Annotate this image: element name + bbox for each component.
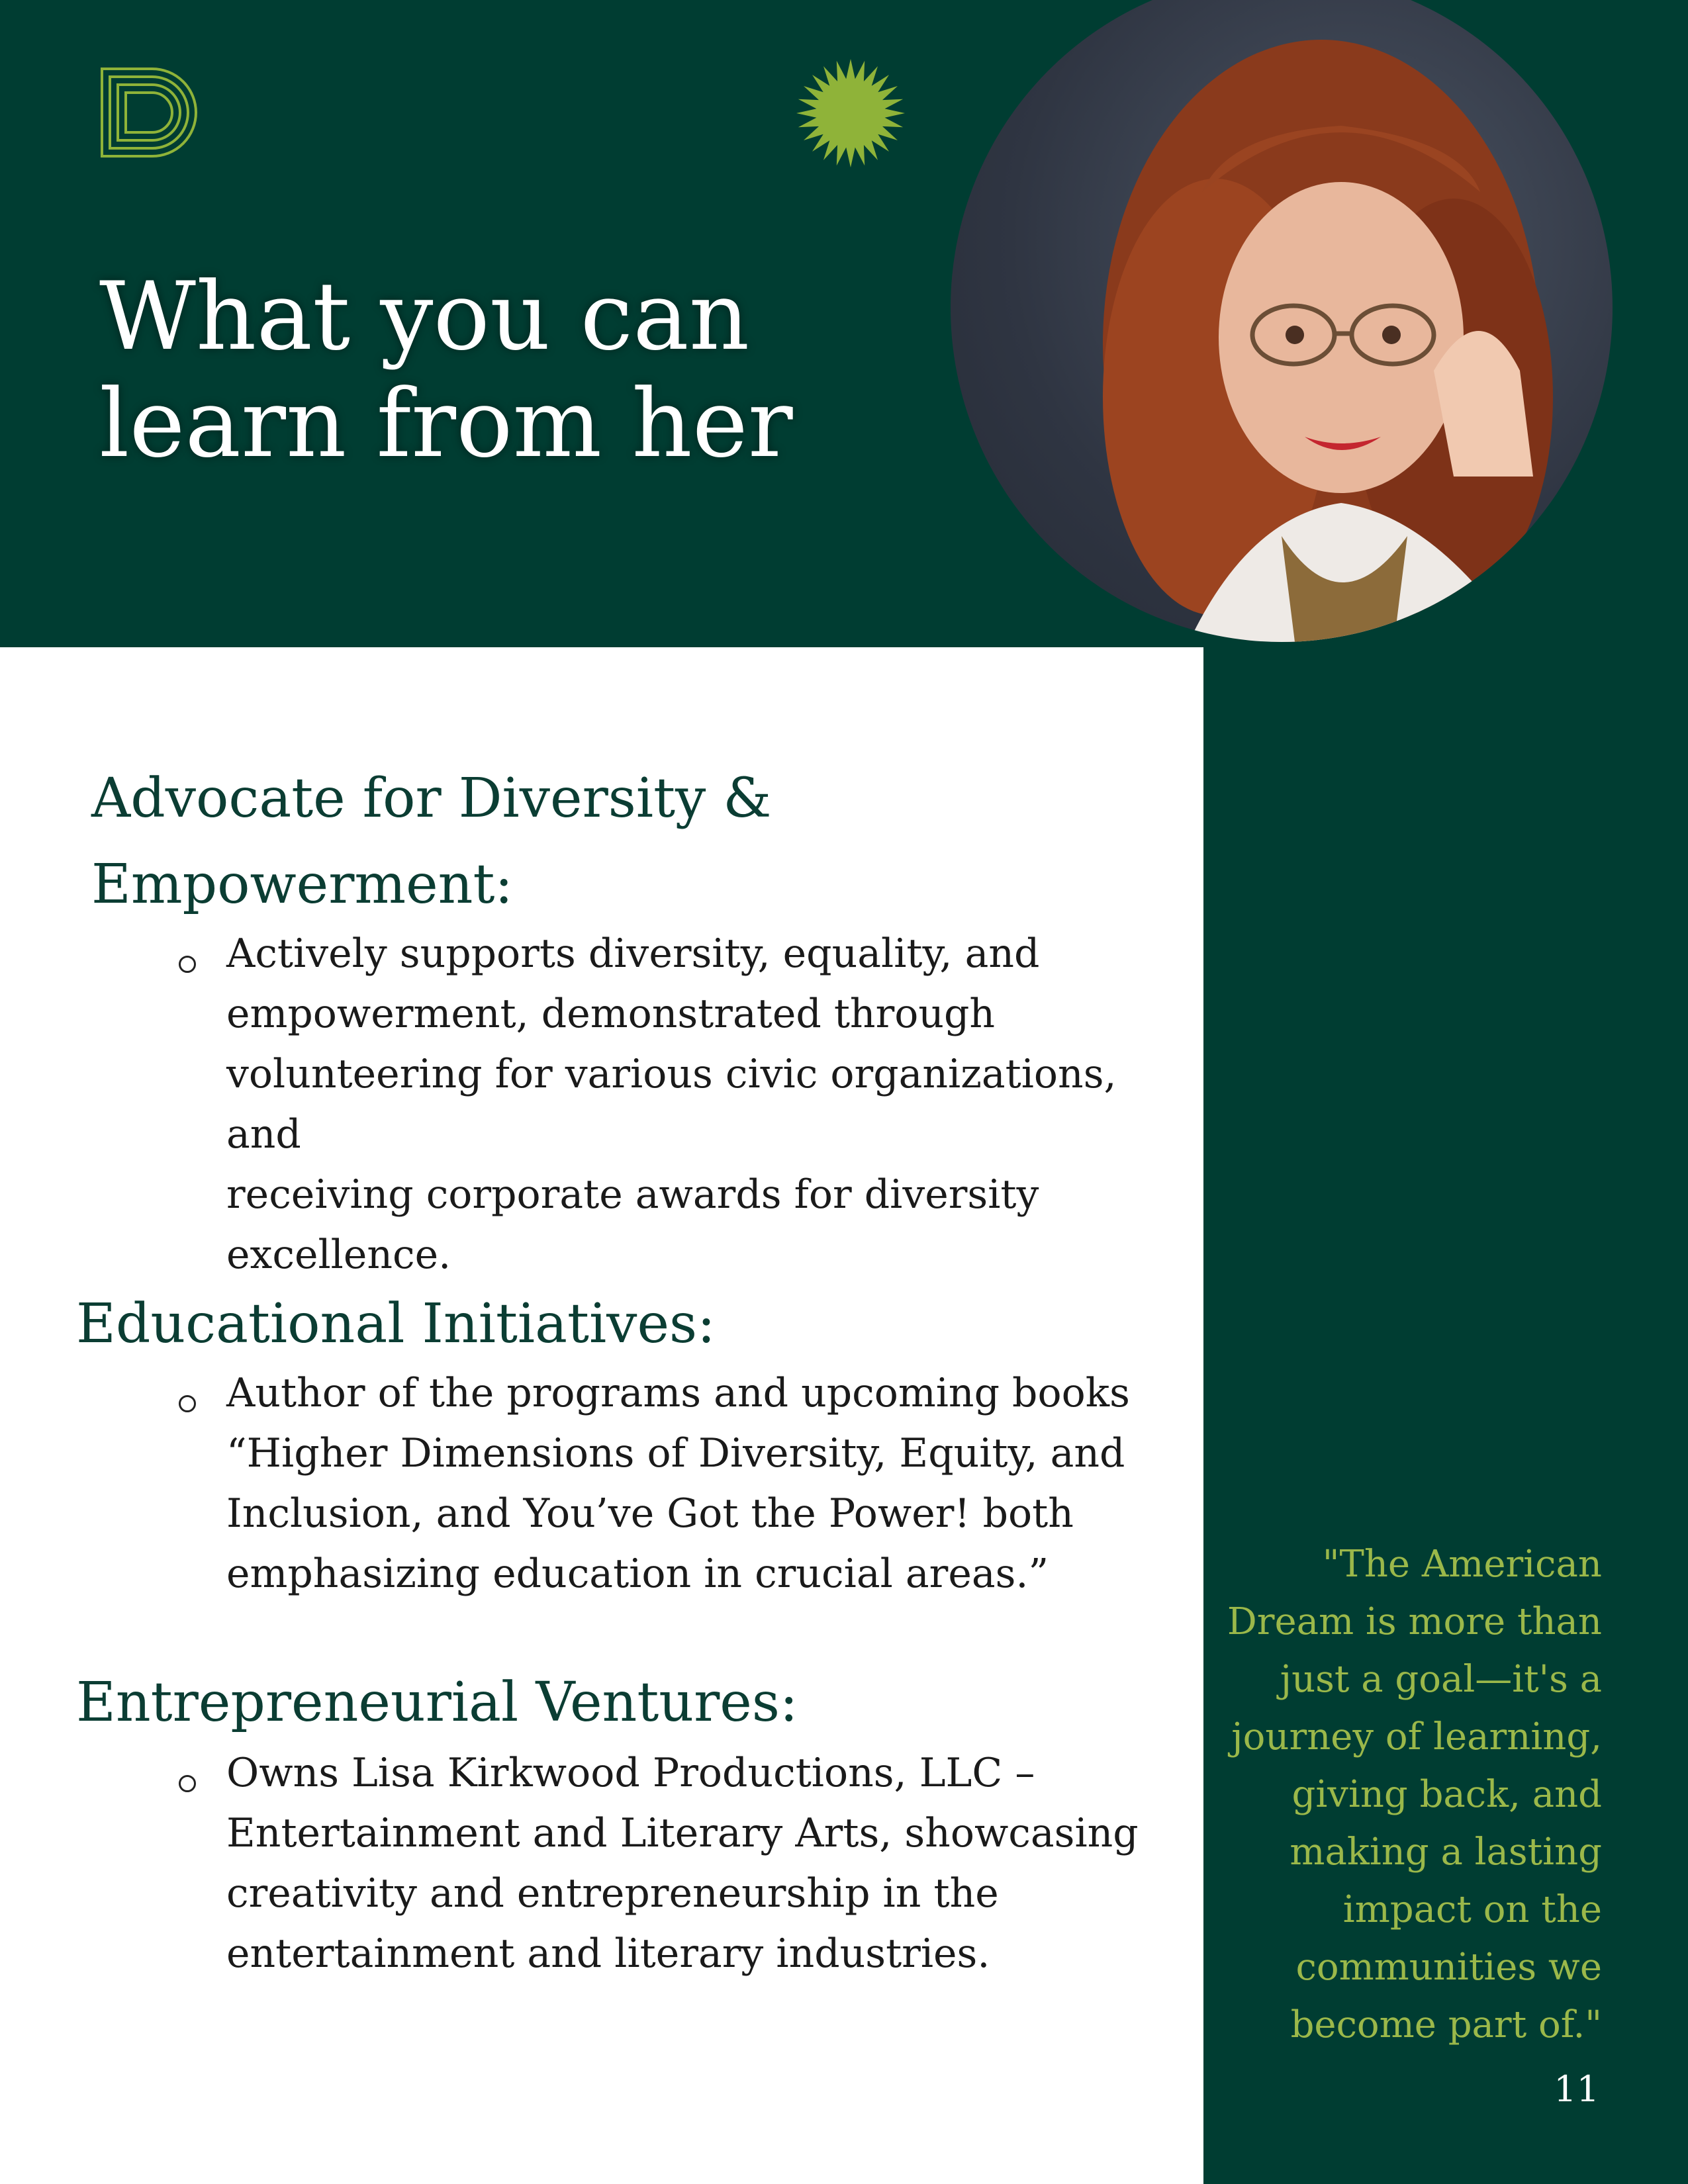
page-title-line2: learn from her (99, 369, 793, 478)
page-number: 11 (1554, 2068, 1599, 2110)
bullet-text-entrepreneurial: Owns Lisa Kirkwood Productions, LLC – Entertainment and Literary Arts, showcasing creativity and entrepreneurship in the entertainment and literary industries. (226, 1750, 1139, 1977)
concentric-d-logo-icon (97, 66, 203, 159)
section-heading-entrepreneurial: Entrepreneurial Ventures: (76, 1671, 798, 1734)
page-title-line1: What you can (99, 262, 750, 371)
page-title (99, 263, 793, 478)
section-heading-education: Educational Initiatives: (76, 1293, 716, 1355)
bullet-text-education: Author of the programs and upcoming books “Higher Dimensions of Diversity, Equity, and Inclusion, and You’ve Got the Power! both emphasizing education in crucial areas.” (226, 1370, 1130, 1597)
bullet-circle-icon (179, 1775, 196, 1792)
bullet-circle-icon (179, 1395, 196, 1412)
portrait-photo (951, 0, 1613, 642)
sidebar-quote: "The American Dream is more than just a goal—it's a journey of learning, giving back, and making a lasting impact on the communities we become part of." (1227, 1543, 1602, 2046)
section-heading-diversity-line1: Advocate for Diversity & (91, 767, 772, 830)
bullet-text-diversity: Actively supports diversity, equality, and empowerment, demonstrated through volunteering for various civic organizations, and receiving corporate awards for diversity excellence. (226, 931, 1117, 1278)
bullet-circle-icon (179, 956, 196, 973)
sunburst-icon (794, 57, 907, 169)
section-heading-diversity-line2: Empowerment: (91, 853, 514, 916)
portrait-photo-frame (951, 0, 1688, 647)
sunburst-shape (796, 59, 905, 167)
section-heading-diversity (91, 756, 771, 928)
